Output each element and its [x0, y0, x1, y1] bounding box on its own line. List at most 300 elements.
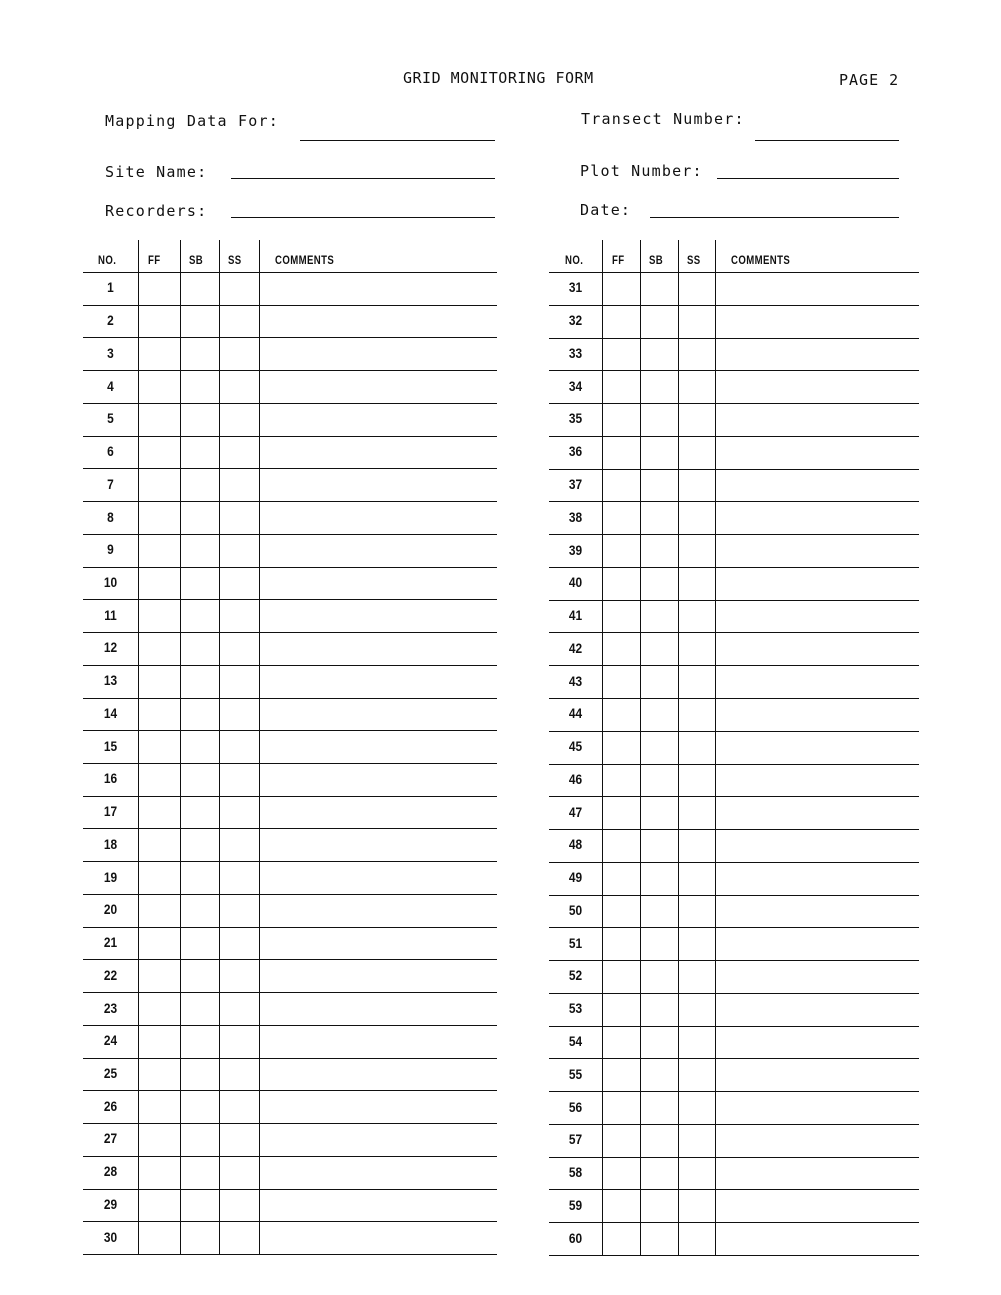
ff-cell[interactable]: [604, 929, 638, 958]
row-number: 26: [103, 1097, 118, 1114]
comments-cell[interactable]: [717, 798, 917, 827]
comments-cell[interactable]: [261, 667, 495, 696]
row-number: 50: [568, 901, 583, 918]
comments-cell[interactable]: [717, 1191, 917, 1220]
column-header-ss: SS: [687, 253, 701, 267]
sb-cell[interactable]: [642, 864, 676, 893]
ss-cell[interactable]: [221, 438, 257, 467]
comments-cell[interactable]: [717, 929, 917, 958]
column-header-comments: COMMENTS: [275, 253, 335, 267]
sb-cell[interactable]: [642, 929, 676, 958]
ff-cell[interactable]: [140, 732, 178, 761]
comments-cell[interactable]: [261, 732, 495, 761]
comments-cell[interactable]: [717, 307, 917, 336]
row-rule: [83, 796, 497, 797]
column-divider: [180, 240, 181, 1254]
ss-cell[interactable]: [221, 896, 257, 925]
comments-cell[interactable]: [717, 897, 917, 926]
row-rule: [549, 731, 919, 732]
ff-cell[interactable]: [140, 1191, 178, 1220]
ss-cell[interactable]: [680, 897, 713, 926]
ss-cell[interactable]: [680, 1028, 713, 1057]
sb-cell[interactable]: [182, 1092, 217, 1121]
row-number: 6: [107, 443, 114, 460]
sb-cell[interactable]: [642, 1159, 676, 1188]
ss-cell[interactable]: [221, 961, 257, 990]
ss-cell[interactable]: [680, 569, 713, 598]
row-rule: [83, 1123, 497, 1124]
comments-cell[interactable]: [717, 1224, 917, 1253]
comments-cell[interactable]: [261, 339, 495, 368]
ff-cell[interactable]: [604, 438, 638, 467]
row-rule: [549, 1058, 919, 1059]
comments-cell[interactable]: [717, 831, 917, 860]
row-number: 23: [103, 999, 118, 1016]
ff-cell[interactable]: [604, 1159, 638, 1188]
ff-cell[interactable]: [140, 863, 178, 892]
row-number: 56: [568, 1098, 583, 1115]
sb-cell[interactable]: [642, 405, 676, 434]
ss-cell[interactable]: [680, 307, 713, 336]
ss-cell[interactable]: [221, 1158, 257, 1187]
ff-cell[interactable]: [604, 1028, 638, 1057]
date-line[interactable]: [650, 217, 899, 218]
ff-cell[interactable]: [604, 733, 638, 762]
row-number: 55: [568, 1065, 583, 1082]
ff-cell[interactable]: [604, 503, 638, 532]
sb-cell[interactable]: [642, 569, 676, 598]
ss-cell[interactable]: [221, 274, 257, 303]
ff-cell[interactable]: [604, 667, 638, 696]
column-header-sb: SB: [649, 253, 664, 267]
sb-cell[interactable]: [182, 601, 217, 630]
ff-cell[interactable]: [140, 536, 178, 565]
ff-cell[interactable]: [604, 634, 638, 663]
comments-cell[interactable]: [261, 634, 495, 663]
ff-cell[interactable]: [140, 339, 178, 368]
ff-cell[interactable]: [140, 667, 178, 696]
sb-cell[interactable]: [182, 830, 217, 859]
comments-cell[interactable]: [717, 569, 917, 598]
ff-cell[interactable]: [140, 372, 178, 401]
ss-cell[interactable]: [680, 798, 713, 827]
ss-cell[interactable]: [680, 372, 713, 401]
ss-cell[interactable]: [221, 536, 257, 565]
row-rule: [549, 600, 919, 601]
row-rule: [83, 468, 497, 469]
ff-cell[interactable]: [140, 307, 178, 336]
comments-cell[interactable]: [717, 1126, 917, 1155]
ff-cell[interactable]: [604, 766, 638, 795]
ff-cell[interactable]: [140, 1027, 178, 1056]
sb-cell[interactable]: [182, 1223, 217, 1252]
ss-cell[interactable]: [221, 732, 257, 761]
sb-cell[interactable]: [182, 1191, 217, 1220]
row-rule: [549, 960, 919, 961]
comments-cell[interactable]: [261, 961, 495, 990]
column-divider: [138, 240, 139, 1254]
comments-cell[interactable]: [717, 1028, 917, 1057]
row-rule: [83, 861, 497, 862]
ss-cell[interactable]: [221, 1092, 257, 1121]
row-rule: [549, 567, 919, 568]
ff-cell[interactable]: [140, 1223, 178, 1252]
ss-cell[interactable]: [221, 405, 257, 434]
ss-cell[interactable]: [221, 339, 257, 368]
comments-cell[interactable]: [717, 766, 917, 795]
sb-cell[interactable]: [642, 340, 676, 369]
row-number: 31: [568, 279, 583, 296]
sb-cell[interactable]: [182, 438, 217, 467]
ss-cell[interactable]: [680, 634, 713, 663]
sb-cell[interactable]: [642, 1126, 676, 1155]
comments-cell[interactable]: [717, 438, 917, 467]
comments-cell[interactable]: [261, 1191, 495, 1220]
comments-cell[interactable]: [261, 700, 495, 729]
sb-cell[interactable]: [182, 503, 217, 532]
comments-cell[interactable]: [261, 765, 495, 794]
ff-cell[interactable]: [140, 896, 178, 925]
comments-cell[interactable]: [261, 601, 495, 630]
row-number: 48: [568, 836, 583, 853]
mapping-data-for-line[interactable]: [300, 140, 495, 141]
sb-cell[interactable]: [642, 307, 676, 336]
ff-cell[interactable]: [140, 830, 178, 859]
comments-cell[interactable]: [261, 929, 495, 958]
row-number: 45: [568, 738, 583, 755]
ss-cell[interactable]: [221, 830, 257, 859]
ff-cell[interactable]: [604, 897, 638, 926]
comments-cell[interactable]: [717, 1159, 917, 1188]
ss-cell[interactable]: [680, 1191, 713, 1220]
row-number: 60: [568, 1229, 583, 1246]
transect-number-label: Transect Number:: [581, 110, 745, 128]
ff-cell[interactable]: [140, 1092, 178, 1121]
sb-cell[interactable]: [642, 438, 676, 467]
transect-number-line[interactable]: [755, 140, 899, 141]
row-number: 51: [568, 934, 583, 951]
ff-cell[interactable]: [604, 1191, 638, 1220]
row-number: 11: [104, 606, 117, 623]
column-header-sb: SB: [189, 253, 204, 267]
sb-cell[interactable]: [642, 798, 676, 827]
ss-cell[interactable]: [680, 995, 713, 1024]
ff-cell[interactable]: [140, 601, 178, 630]
sb-cell[interactable]: [182, 470, 217, 499]
sb-cell[interactable]: [642, 733, 676, 762]
ff-cell[interactable]: [140, 405, 178, 434]
sb-cell[interactable]: [642, 831, 676, 860]
row-rule: [83, 501, 497, 502]
sb-cell[interactable]: [642, 634, 676, 663]
comments-cell[interactable]: [261, 470, 495, 499]
column-divider: [602, 240, 603, 1255]
sb-cell[interactable]: [182, 667, 217, 696]
ss-cell[interactable]: [221, 307, 257, 336]
column-header-comments: COMMENTS: [731, 253, 791, 267]
ff-cell[interactable]: [140, 1158, 178, 1187]
sb-cell[interactable]: [642, 372, 676, 401]
sb-cell[interactable]: [182, 372, 217, 401]
sb-cell[interactable]: [642, 700, 676, 729]
ss-cell[interactable]: [221, 601, 257, 630]
ff-cell[interactable]: [604, 1126, 638, 1155]
row-rule: [549, 764, 919, 765]
sb-cell[interactable]: [642, 274, 676, 303]
sb-cell[interactable]: [182, 1125, 217, 1154]
ss-cell[interactable]: [680, 831, 713, 860]
comments-cell[interactable]: [717, 503, 917, 532]
comments-cell[interactable]: [717, 995, 917, 1024]
site-name-line[interactable]: [231, 178, 495, 179]
row-number: 58: [568, 1164, 583, 1181]
ff-cell[interactable]: [604, 405, 638, 434]
ff-cell[interactable]: [140, 765, 178, 794]
ff-cell[interactable]: [604, 798, 638, 827]
comments-cell[interactable]: [261, 1158, 495, 1187]
row-rule: [549, 338, 919, 339]
ff-cell[interactable]: [604, 536, 638, 565]
row-rule: [549, 1189, 919, 1190]
sb-cell[interactable]: [182, 700, 217, 729]
ff-cell[interactable]: [140, 1060, 178, 1089]
ss-cell[interactable]: [680, 962, 713, 991]
plot-number-line[interactable]: [717, 178, 899, 179]
comments-cell[interactable]: [717, 864, 917, 893]
page-number: PAGE 2: [839, 71, 900, 89]
ff-cell[interactable]: [140, 438, 178, 467]
column-divider: [259, 240, 260, 1254]
comments-cell[interactable]: [261, 536, 495, 565]
sb-cell[interactable]: [182, 274, 217, 303]
comments-cell[interactable]: [261, 372, 495, 401]
ss-cell[interactable]: [680, 340, 713, 369]
comments-cell[interactable]: [261, 1125, 495, 1154]
sb-cell[interactable]: [182, 929, 217, 958]
ss-cell[interactable]: [680, 1060, 713, 1089]
ss-cell[interactable]: [221, 634, 257, 663]
comments-cell[interactable]: [717, 634, 917, 663]
ss-cell[interactable]: [680, 1093, 713, 1122]
ss-cell[interactable]: [680, 700, 713, 729]
ff-cell[interactable]: [604, 569, 638, 598]
sb-cell[interactable]: [182, 896, 217, 925]
sb-cell[interactable]: [642, 1191, 676, 1220]
ff-cell[interactable]: [604, 602, 638, 631]
ss-cell[interactable]: [680, 766, 713, 795]
comments-cell[interactable]: [261, 798, 495, 827]
comments-cell[interactable]: [261, 863, 495, 892]
column-divider: [640, 240, 641, 1255]
comments-cell[interactable]: [717, 602, 917, 631]
comments-cell[interactable]: [261, 994, 495, 1023]
comments-cell[interactable]: [261, 1223, 495, 1252]
comments-cell[interactable]: [717, 1093, 917, 1122]
ff-cell[interactable]: [140, 994, 178, 1023]
ss-cell[interactable]: [221, 503, 257, 532]
sb-cell[interactable]: [182, 405, 217, 434]
ss-cell[interactable]: [680, 438, 713, 467]
ss-cell[interactable]: [680, 1224, 713, 1253]
sb-cell[interactable]: [642, 471, 676, 500]
ss-cell[interactable]: [221, 667, 257, 696]
comments-cell[interactable]: [717, 536, 917, 565]
row-number: 46: [568, 770, 583, 787]
ss-cell[interactable]: [680, 602, 713, 631]
ff-cell[interactable]: [604, 700, 638, 729]
sb-cell[interactable]: [642, 602, 676, 631]
comments-cell[interactable]: [717, 700, 917, 729]
ss-cell[interactable]: [680, 733, 713, 762]
row-rule: [83, 1090, 497, 1091]
sb-cell[interactable]: [642, 962, 676, 991]
comments-cell[interactable]: [261, 569, 495, 598]
ff-cell[interactable]: [140, 470, 178, 499]
ss-cell[interactable]: [221, 372, 257, 401]
sb-cell[interactable]: [182, 307, 217, 336]
sb-cell[interactable]: [642, 1060, 676, 1089]
comments-cell[interactable]: [717, 471, 917, 500]
comments-cell[interactable]: [261, 438, 495, 467]
sb-cell[interactable]: [182, 994, 217, 1023]
sb-cell[interactable]: [642, 766, 676, 795]
row-number: 12: [103, 639, 118, 656]
sb-cell[interactable]: [642, 503, 676, 532]
ss-cell[interactable]: [221, 700, 257, 729]
sb-cell[interactable]: [182, 961, 217, 990]
ss-cell[interactable]: [221, 1027, 257, 1056]
row-rule: [549, 796, 919, 797]
ff-cell[interactable]: [140, 274, 178, 303]
sb-cell[interactable]: [642, 536, 676, 565]
row-number: 2: [107, 312, 114, 329]
sb-cell[interactable]: [642, 1093, 676, 1122]
ss-cell[interactable]: [221, 1125, 257, 1154]
comments-cell[interactable]: [261, 274, 495, 303]
row-number: 16: [103, 770, 118, 787]
ff-cell[interactable]: [604, 340, 638, 369]
sb-cell[interactable]: [182, 1158, 217, 1187]
ss-cell[interactable]: [680, 274, 713, 303]
row-number: 49: [568, 869, 583, 886]
sb-cell[interactable]: [642, 667, 676, 696]
ss-cell[interactable]: [221, 470, 257, 499]
ff-cell[interactable]: [604, 962, 638, 991]
comments-cell[interactable]: [261, 1060, 495, 1089]
ff-cell[interactable]: [140, 569, 178, 598]
comments-cell[interactable]: [717, 340, 917, 369]
ff-cell[interactable]: [140, 1125, 178, 1154]
ss-cell[interactable]: [221, 994, 257, 1023]
comments-cell[interactable]: [717, 733, 917, 762]
sb-cell[interactable]: [182, 339, 217, 368]
ff-cell[interactable]: [140, 798, 178, 827]
sb-cell[interactable]: [182, 1027, 217, 1056]
row-number: 5: [107, 410, 114, 427]
sb-cell[interactable]: [182, 863, 217, 892]
row-rule: [549, 665, 919, 666]
ff-cell[interactable]: [604, 471, 638, 500]
row-number: 41: [568, 607, 583, 624]
ff-cell[interactable]: [140, 929, 178, 958]
ss-cell[interactable]: [680, 503, 713, 532]
ff-cell[interactable]: [140, 634, 178, 663]
sb-cell[interactable]: [642, 1028, 676, 1057]
row-rule: [83, 959, 497, 960]
sb-cell[interactable]: [642, 995, 676, 1024]
ff-cell[interactable]: [604, 1093, 638, 1122]
comments-cell[interactable]: [261, 307, 495, 336]
ss-cell[interactable]: [221, 929, 257, 958]
ss-cell[interactable]: [680, 405, 713, 434]
form-title: GRID MONITORING FORM: [403, 69, 594, 87]
ff-cell[interactable]: [604, 995, 638, 1024]
ss-cell[interactable]: [221, 863, 257, 892]
comments-cell[interactable]: [717, 667, 917, 696]
sb-cell[interactable]: [182, 536, 217, 565]
comments-cell[interactable]: [261, 896, 495, 925]
row-rule: [549, 1026, 919, 1027]
ss-cell[interactable]: [221, 1223, 257, 1252]
comments-cell[interactable]: [261, 503, 495, 532]
comments-cell[interactable]: [261, 1027, 495, 1056]
comments-cell[interactable]: [261, 405, 495, 434]
ss-cell[interactable]: [221, 569, 257, 598]
sb-cell[interactable]: [182, 732, 217, 761]
ff-cell[interactable]: [604, 372, 638, 401]
ff-cell[interactable]: [604, 831, 638, 860]
row-number: 15: [103, 737, 118, 754]
ff-cell[interactable]: [604, 307, 638, 336]
ff-cell[interactable]: [604, 1224, 638, 1253]
comments-cell[interactable]: [717, 274, 917, 303]
ss-cell[interactable]: [221, 1191, 257, 1220]
comments-cell[interactable]: [261, 830, 495, 859]
ss-cell[interactable]: [221, 1060, 257, 1089]
ff-cell[interactable]: [604, 274, 638, 303]
sb-cell[interactable]: [182, 569, 217, 598]
sb-cell[interactable]: [182, 1060, 217, 1089]
ss-cell[interactable]: [680, 1126, 713, 1155]
ss-cell[interactable]: [221, 765, 257, 794]
sb-cell[interactable]: [182, 798, 217, 827]
recorders-line[interactable]: [231, 217, 495, 218]
ff-cell[interactable]: [604, 1060, 638, 1089]
sb-cell[interactable]: [642, 1224, 676, 1253]
row-rule: [83, 1025, 497, 1026]
sb-cell[interactable]: [182, 765, 217, 794]
ff-cell[interactable]: [140, 961, 178, 990]
ss-cell[interactable]: [680, 929, 713, 958]
ff-cell[interactable]: [140, 700, 178, 729]
sb-cell[interactable]: [182, 634, 217, 663]
ss-cell[interactable]: [680, 536, 713, 565]
comments-cell[interactable]: [717, 372, 917, 401]
ss-cell[interactable]: [221, 798, 257, 827]
comments-cell[interactable]: [261, 1092, 495, 1121]
ss-cell[interactable]: [680, 1159, 713, 1188]
ss-cell[interactable]: [680, 471, 713, 500]
sb-cell[interactable]: [642, 897, 676, 926]
ff-cell[interactable]: [140, 503, 178, 532]
ss-cell[interactable]: [680, 667, 713, 696]
ss-cell[interactable]: [680, 864, 713, 893]
comments-cell[interactable]: [717, 405, 917, 434]
ff-cell[interactable]: [604, 864, 638, 893]
row-rule: [549, 698, 919, 699]
comments-cell[interactable]: [717, 962, 917, 991]
comments-cell[interactable]: [717, 1060, 917, 1089]
